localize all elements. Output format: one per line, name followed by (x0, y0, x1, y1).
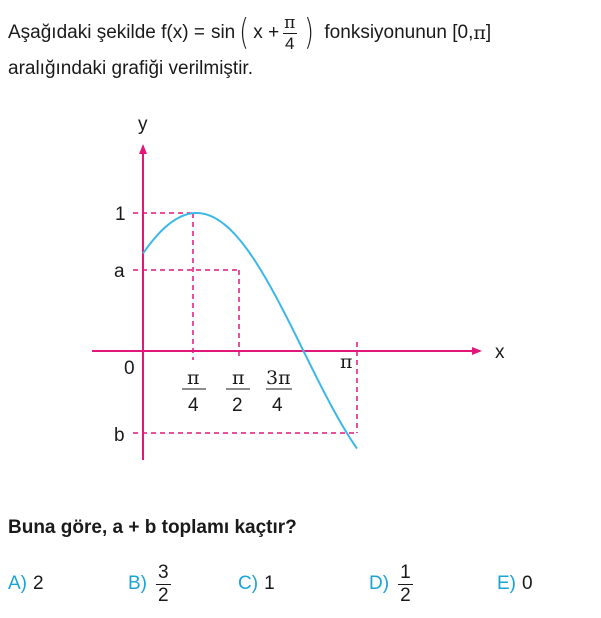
option-b-num: 3 (158, 561, 169, 583)
x-tick-pi4-den: 4 (188, 395, 199, 416)
option-e-value: 0 (522, 573, 533, 594)
option-a-label: A) (8, 573, 27, 594)
x-tick-pi4-num: π (187, 367, 200, 389)
y-label-1: 1 (115, 204, 126, 225)
y-label-b: b (114, 425, 125, 446)
option-a[interactable] (8, 560, 44, 608)
option-d-num: 1 (400, 561, 411, 583)
question-text: Buna göre, a + b toplamı kaçtır? (8, 517, 297, 538)
option-d-den: 2 (400, 584, 411, 606)
fraction-numerator: π (284, 12, 296, 33)
left-paren: ( (239, 12, 250, 53)
option-d-label: D) (369, 573, 390, 594)
fraction-denominator: 4 (285, 33, 295, 53)
interval-close: ] (485, 22, 492, 43)
sine-curve (143, 213, 357, 449)
problem-line-2: aralığındaki grafiği verilmiştir. (8, 58, 253, 79)
x-tick-3pi4-num: 3π (266, 367, 291, 389)
option-b-fraction (156, 562, 171, 607)
function-inner: x + (253, 22, 280, 43)
option-c[interactable] (238, 560, 275, 608)
x-tick-pi2-den: 2 (232, 395, 243, 416)
option-e[interactable] (497, 560, 533, 608)
option-b[interactable] (128, 560, 174, 608)
function-name: sin (210, 22, 236, 43)
option-e-label: E) (497, 573, 516, 594)
right-paren: ) (304, 12, 315, 53)
option-c-value: 1 (264, 573, 275, 594)
option-d[interactable] (369, 560, 416, 608)
x-axis-label: x (495, 342, 505, 363)
y-label-a: a (114, 261, 125, 282)
origin-label: 0 (124, 358, 135, 379)
x-tick-3pi4-den: 4 (272, 395, 283, 416)
problem-intro: Aşağıdaki şekilde f(x) = (8, 22, 205, 43)
x-tick-pi: π (340, 351, 353, 373)
option-c-label: C) (238, 573, 259, 594)
y-axis-label: y (138, 114, 148, 135)
interval-pi: π (473, 22, 486, 44)
problem-after: fonksiyonunun [0, (324, 22, 474, 43)
option-a-value: 2 (33, 573, 44, 594)
option-b-label: B) (128, 573, 147, 594)
option-d-fraction (398, 562, 413, 607)
option-b-den: 2 (158, 584, 169, 606)
x-tick-pi2-num: π (232, 367, 245, 389)
